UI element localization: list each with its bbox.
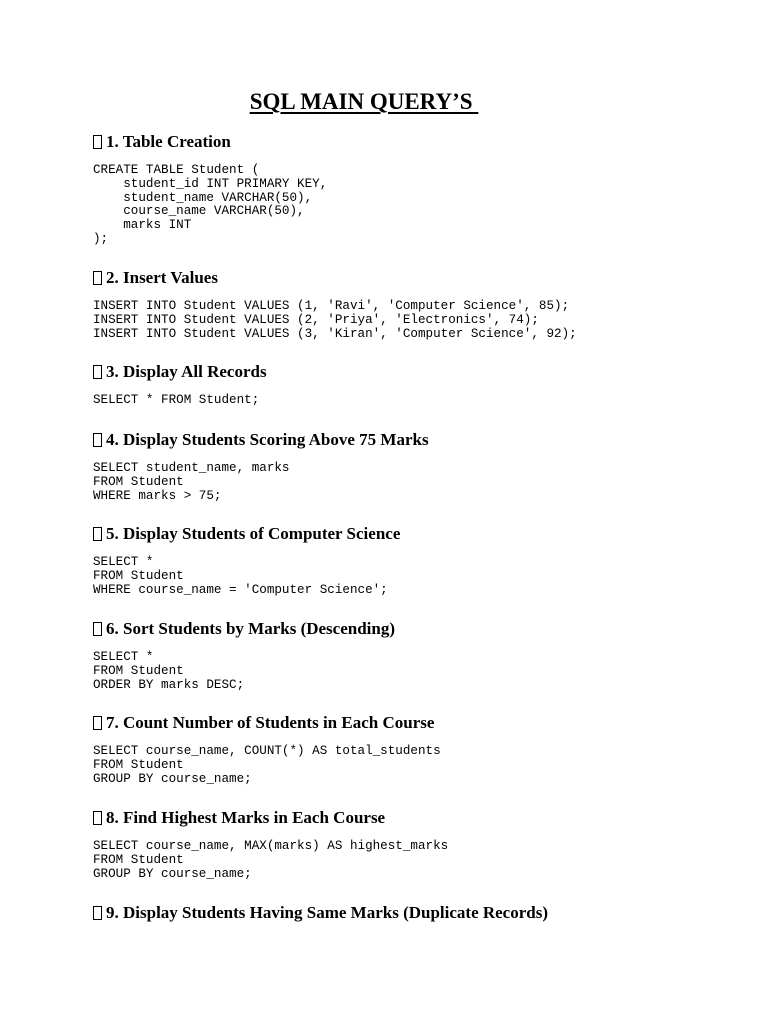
missing-glyph-box-icon bbox=[93, 271, 102, 285]
section-computer-science bbox=[93, 523, 753, 597]
section-count-students bbox=[93, 712, 753, 786]
section-heading-text: 9. Display Students Having Same Marks (Duplicate Records) bbox=[106, 903, 549, 922]
section-heading-text: 2. Insert Values bbox=[106, 268, 218, 287]
code-line: student_id INT PRIMARY KEY, bbox=[93, 176, 328, 191]
code-block bbox=[93, 651, 753, 692]
code-line: course_name VARCHAR(50), bbox=[93, 204, 305, 219]
code-block bbox=[93, 394, 753, 408]
section-heading-text: 5. Display Students of Computer Science bbox=[106, 524, 401, 543]
code-line: SELECT * bbox=[93, 650, 154, 664]
section-heading-text: 7. Count Number of Students in Each Course bbox=[106, 713, 435, 732]
code-line: student_name VARCHAR(50), bbox=[93, 190, 313, 205]
page-title: SQL MAIN QUERY’S bbox=[249, 89, 479, 114]
code-line: GROUP BY course_name; bbox=[93, 771, 252, 786]
code-block bbox=[93, 300, 753, 341]
section-sort-by-marks bbox=[93, 618, 753, 692]
code-line: SELECT course_name, MAX(marks) AS highest_marks bbox=[93, 839, 449, 853]
code-line: INSERT INTO Student VALUES (2, 'Priya', 'Electronics', 74); bbox=[93, 312, 539, 327]
missing-glyph-box-icon bbox=[93, 365, 102, 379]
code-line: FROM Student bbox=[93, 474, 184, 489]
code-line: ORDER BY marks DESC; bbox=[93, 677, 245, 692]
code-line: SELECT student_name, marks bbox=[93, 461, 290, 475]
code-line: marks INT bbox=[93, 218, 192, 233]
code-line: INSERT INTO Student VALUES (1, 'Ravi', 'Computer Science', 85); bbox=[93, 299, 570, 313]
code-line: FROM Student bbox=[93, 852, 184, 867]
section-same-marks bbox=[93, 902, 753, 924]
section-heading-text: 8. Find Highest Marks in Each Course bbox=[106, 808, 386, 827]
missing-glyph-box-icon bbox=[93, 622, 102, 636]
missing-glyph-box-icon bbox=[93, 716, 102, 730]
code-line: ); bbox=[93, 231, 109, 246]
code-line: CREATE TABLE Student ( bbox=[93, 163, 260, 177]
section-heading bbox=[93, 902, 753, 924]
missing-glyph-box-icon bbox=[93, 433, 102, 447]
code-line: GROUP BY course_name; bbox=[93, 866, 252, 881]
code-line: INSERT INTO Student VALUES (3, 'Kiran', 'Computer Science', 92); bbox=[93, 326, 577, 341]
code-line: FROM Student bbox=[93, 568, 184, 583]
code-line: SELECT course_name, COUNT(*) AS total_students bbox=[93, 744, 441, 758]
section-heading bbox=[93, 618, 753, 640]
section-heading bbox=[93, 429, 753, 451]
section-insert-values bbox=[93, 267, 753, 341]
code-block bbox=[93, 745, 753, 786]
code-line: WHERE marks > 75; bbox=[93, 488, 222, 503]
section-heading bbox=[93, 267, 753, 289]
section-heading-text: 6. Sort Students by Marks (Descending) bbox=[106, 619, 396, 638]
code-block bbox=[93, 164, 753, 247]
code-block bbox=[93, 556, 753, 597]
section-heading-text: 4. Display Students Scoring Above 75 Marks bbox=[106, 430, 429, 449]
section-display-all-records bbox=[93, 361, 753, 408]
missing-glyph-box-icon bbox=[93, 811, 102, 825]
code-line: FROM Student bbox=[93, 663, 184, 678]
section-heading bbox=[93, 131, 753, 153]
section-highest-marks bbox=[93, 807, 753, 881]
code-block bbox=[93, 462, 753, 503]
section-heading bbox=[93, 361, 753, 383]
section-heading bbox=[93, 523, 753, 545]
section-heading bbox=[93, 712, 753, 734]
missing-glyph-box-icon bbox=[93, 527, 102, 541]
missing-glyph-box-icon bbox=[93, 135, 102, 149]
code-block bbox=[93, 840, 753, 881]
section-above-75-marks bbox=[93, 429, 753, 503]
section-heading-text: 1. Table Creation bbox=[106, 132, 231, 151]
code-line: SELECT * FROM Student; bbox=[93, 393, 260, 407]
section-heading-text: 3. Display All Records bbox=[106, 362, 267, 381]
code-line: SELECT * bbox=[93, 555, 154, 569]
code-line: FROM Student bbox=[93, 757, 184, 772]
section-heading bbox=[93, 807, 753, 829]
section-table-creation bbox=[93, 131, 753, 247]
code-line: WHERE course_name = 'Computer Science'; bbox=[93, 582, 388, 597]
missing-glyph-box-icon bbox=[93, 906, 102, 920]
